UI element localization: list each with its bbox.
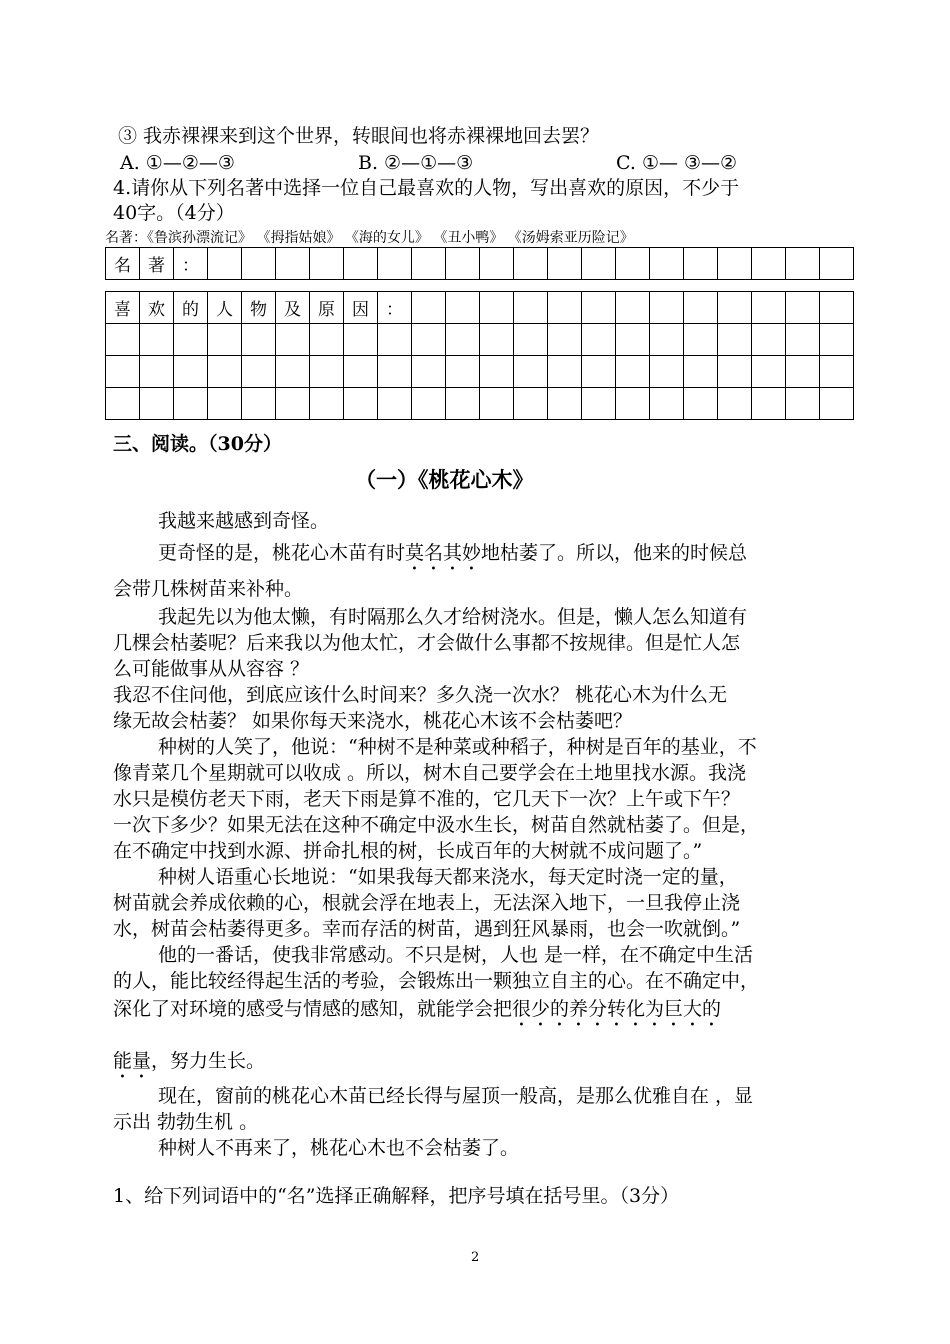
text-span: 地枯萎了。所以，他来的时候总 — [481, 542, 748, 564]
grid-cell — [514, 292, 548, 324]
grid-cell — [140, 388, 174, 420]
grid-cell — [548, 248, 582, 280]
grid-cell: 欢 — [140, 292, 174, 324]
grid-cell — [344, 388, 378, 420]
grid-cell — [480, 388, 514, 420]
grid-cell — [582, 292, 616, 324]
grid-cell — [106, 324, 140, 356]
paragraph-3-line1: 我起先以为他太懒，有时隔那么久才给树浇水。但是，懒人怎么知道有 — [158, 606, 748, 628]
text-span: ，努力生长。 — [151, 1050, 266, 1072]
grid-cell — [786, 292, 820, 324]
grid-cell — [650, 248, 684, 280]
grid-cell — [718, 248, 752, 280]
grid-cell — [786, 324, 820, 356]
grid-cell — [548, 292, 582, 324]
grid-cell: 因 — [344, 292, 378, 324]
grid-cell — [684, 248, 718, 280]
grid-cell — [718, 324, 752, 356]
paragraph-6-line2: 树苗就会养成依赖的心，根就会浮在地表上，无法深入地下，一旦我停止浇 — [113, 892, 741, 914]
grid-cell — [820, 356, 854, 388]
grid-cell — [480, 248, 514, 280]
grid-cell — [412, 324, 446, 356]
grid-cell — [242, 388, 276, 420]
paragraph-5-line5: 在不确定中找到水源、拼命扎根的树，长成百年的大树就不成问题了。” — [113, 840, 703, 862]
grid-cell — [582, 356, 616, 388]
grid-cell — [344, 248, 378, 280]
grid-cell: 原 — [310, 292, 344, 324]
grid-cell — [650, 324, 684, 356]
q4-prompt-line2: 40字。（4分） — [113, 202, 235, 224]
grid-cell — [276, 356, 310, 388]
grid-cell — [378, 356, 412, 388]
grid-cell — [718, 292, 752, 324]
grid-row — [106, 388, 854, 420]
grid-cell — [140, 356, 174, 388]
grid-cell: 及 — [276, 292, 310, 324]
paragraph-6-line1: 种树人语重心长地说：“如果我每天都来浇水，每天定时浇一定的量， — [158, 866, 738, 888]
grid-cell — [106, 388, 140, 420]
paragraph-8-line2: 示出 勃勃生机 。 — [113, 1111, 259, 1133]
grid-cell — [514, 388, 548, 420]
grid-cell — [616, 356, 650, 388]
grid-cell — [344, 324, 378, 356]
grid-cell — [616, 292, 650, 324]
grid-cell — [446, 356, 480, 388]
grid-cell — [514, 324, 548, 356]
grid-cell — [752, 388, 786, 420]
grid-cell — [412, 248, 446, 280]
grid-cell — [310, 324, 344, 356]
q4-book-list: 名著：《鲁滨孙漂流记》 《拇指姑娘》 《海的女儿》 《丑小鸭》 《汤姆索亚历险记》 — [105, 230, 634, 246]
grid-cell: 的 — [174, 292, 208, 324]
grid-cell — [820, 324, 854, 356]
grid-cell: 人 — [208, 292, 242, 324]
grid-cell — [106, 356, 140, 388]
paragraph-5-line3: 水只是模仿老天下雨，老天下雨是算不准的，它几天下一次？上午或下午？ — [113, 788, 741, 810]
grid-cell — [752, 356, 786, 388]
grid-cell: 名 — [106, 248, 140, 280]
dotted-word: 莫名其妙 — [405, 542, 482, 564]
grid-cell — [310, 356, 344, 388]
option-item-3: ③ 我赤裸裸来到这个世界，转眼间也将赤裸裸地回去罢？ — [118, 125, 600, 147]
grid-cell — [718, 388, 752, 420]
option-c: C. ①— ③—② — [616, 152, 738, 174]
grid-cell — [786, 356, 820, 388]
grid-cell — [208, 248, 242, 280]
grid-cell — [752, 324, 786, 356]
paragraph-2-line2: 会带几株树苗来补种。 — [113, 578, 304, 600]
grid-cell — [582, 324, 616, 356]
grid-cell — [684, 292, 718, 324]
writing-grid-answer — [105, 291, 854, 420]
section-heading: 三、阅读。（30分） — [113, 433, 282, 455]
option-b: B. ②—①—③ — [358, 152, 474, 174]
paragraph-4-line2: 缘无故会枯萎？ 如果你每天来浇水，桃花心木该不会枯萎吧？ — [113, 710, 633, 732]
paragraph-2-line1 — [158, 542, 747, 575]
grid-cell — [378, 388, 412, 420]
grid-cell — [786, 388, 820, 420]
paragraph-9: 种树人不再来了，桃花心木也不会枯萎了。 — [158, 1137, 520, 1159]
grid-cell — [378, 248, 412, 280]
grid-cell — [820, 248, 854, 280]
paragraph-5-line2: 像青菜几个星期就可以收成 。所以，树木自己要学会在土地里找水源。我浇 — [113, 762, 747, 784]
grid-cell — [548, 388, 582, 420]
grid-row — [106, 248, 854, 280]
grid-cell — [684, 324, 718, 356]
grid-cell — [378, 324, 412, 356]
grid-cell — [718, 356, 752, 388]
grid-cell — [752, 248, 786, 280]
grid-row — [106, 324, 854, 356]
grid-cell — [242, 248, 276, 280]
grid-cell — [140, 324, 174, 356]
grid-cell — [276, 248, 310, 280]
grid-cell: ： — [174, 248, 208, 280]
grid-cell — [514, 356, 548, 388]
text-span: 更奇怪的是，桃花心木苗有时 — [158, 542, 406, 564]
paragraph-5-line4: 一次下多少？如果无法在这种不确定中汲水生长，树苗自然就枯萎了。但是， — [113, 814, 760, 836]
grid-cell — [582, 248, 616, 280]
paragraph-7-line4 — [113, 1050, 265, 1083]
grid-cell — [650, 388, 684, 420]
paragraph-7-line1: 他的一番话，使我非常感动。不只是树，人也 是一样，在不确定中生活 — [158, 944, 754, 966]
grid-cell — [208, 324, 242, 356]
grid-cell — [820, 388, 854, 420]
grid-cell — [616, 388, 650, 420]
grid-cell — [548, 324, 582, 356]
grid-row — [106, 356, 854, 388]
paragraph-6-line3: 水，树苗会枯萎得更多。幸而存活的树苗，遇到狂风暴雨，也会一吹就倒。” — [113, 918, 741, 940]
grid-cell — [276, 388, 310, 420]
grid-cell — [616, 324, 650, 356]
grid-cell — [820, 292, 854, 324]
grid-cell — [650, 292, 684, 324]
grid-cell — [344, 356, 378, 388]
grid-cell — [310, 248, 344, 280]
grid-cell — [446, 292, 480, 324]
grid-cell — [786, 248, 820, 280]
page-number: 2 — [471, 1250, 480, 1265]
paragraph-8-line1: 现在，窗前的桃花心木苗已经长得与屋顶一般高，是那么优雅自在 ，显 — [158, 1085, 754, 1107]
grid-cell — [174, 324, 208, 356]
grid-cell — [446, 388, 480, 420]
grid-cell — [514, 248, 548, 280]
grid-cell — [752, 292, 786, 324]
passage-title: （一）《桃花心木》 — [355, 468, 534, 492]
paragraph-3-line3: 么可能做事从从容容 ？ — [113, 658, 310, 680]
paragraph-1: 我越来越感到奇怪。 — [158, 510, 330, 532]
grid-cell — [208, 356, 242, 388]
grid-cell — [582, 388, 616, 420]
grid-cell — [446, 248, 480, 280]
paragraph-4-line1: 我忍不住问他，到底应该什么时间来？多久浇一次水？ 桃花心木为什么无 — [113, 684, 728, 706]
grid-cell — [412, 356, 446, 388]
grid-cell — [684, 356, 718, 388]
grid-cell — [616, 248, 650, 280]
option-a: A. ①—②—③ — [120, 152, 235, 174]
text-span: 深化了对环境的感受与情感的感知，就能学会把 — [113, 998, 513, 1020]
writing-grid-title — [105, 247, 854, 280]
grid-cell — [548, 356, 582, 388]
grid-cell — [242, 324, 276, 356]
grid-cell: 物 — [242, 292, 276, 324]
grid-cell — [412, 388, 446, 420]
grid-cell — [480, 292, 514, 324]
grid-cell — [412, 292, 446, 324]
grid-row — [106, 292, 854, 324]
grid-cell — [650, 356, 684, 388]
grid-cell — [174, 356, 208, 388]
paragraph-5-line1: 种树的人笑了，他说：“种树不是种菜或种稻子，种树是百年的基业，不 — [158, 736, 757, 758]
paragraph-7-line2: 的人，能比较经得起生活的考验，会锻炼出一颗独立自主的心。在不确定中， — [113, 970, 760, 992]
grid-cell — [446, 324, 480, 356]
paragraph-3-line2: 几棵会枯萎呢？后来我以为他太忙，才会做什么事都不按规律。但是忙人怎 — [113, 632, 741, 654]
paragraph-7-line3 — [113, 998, 721, 1031]
grid-cell — [174, 388, 208, 420]
dotted-phrase: 很少的养分转化为巨大的 — [512, 998, 722, 1020]
grid-cell — [276, 324, 310, 356]
grid-cell — [310, 388, 344, 420]
grid-cell: 喜 — [106, 292, 140, 324]
question-1: 1、给下列词语中的“名”选择正确解释，把序号填在括号里。（3分） — [113, 1185, 680, 1207]
grid-cell — [242, 356, 276, 388]
grid-cell: 著 — [140, 248, 174, 280]
grid-cell — [480, 324, 514, 356]
grid-cell — [684, 388, 718, 420]
q4-prompt-line1: 4.请你从下列名著中选择一位自己最喜欢的人物，写出喜欢的原因，不少于 — [113, 177, 740, 199]
grid-cell — [480, 356, 514, 388]
dotted-word: 能量 — [113, 1050, 152, 1072]
grid-cell: ： — [378, 292, 412, 324]
grid-cell — [208, 388, 242, 420]
